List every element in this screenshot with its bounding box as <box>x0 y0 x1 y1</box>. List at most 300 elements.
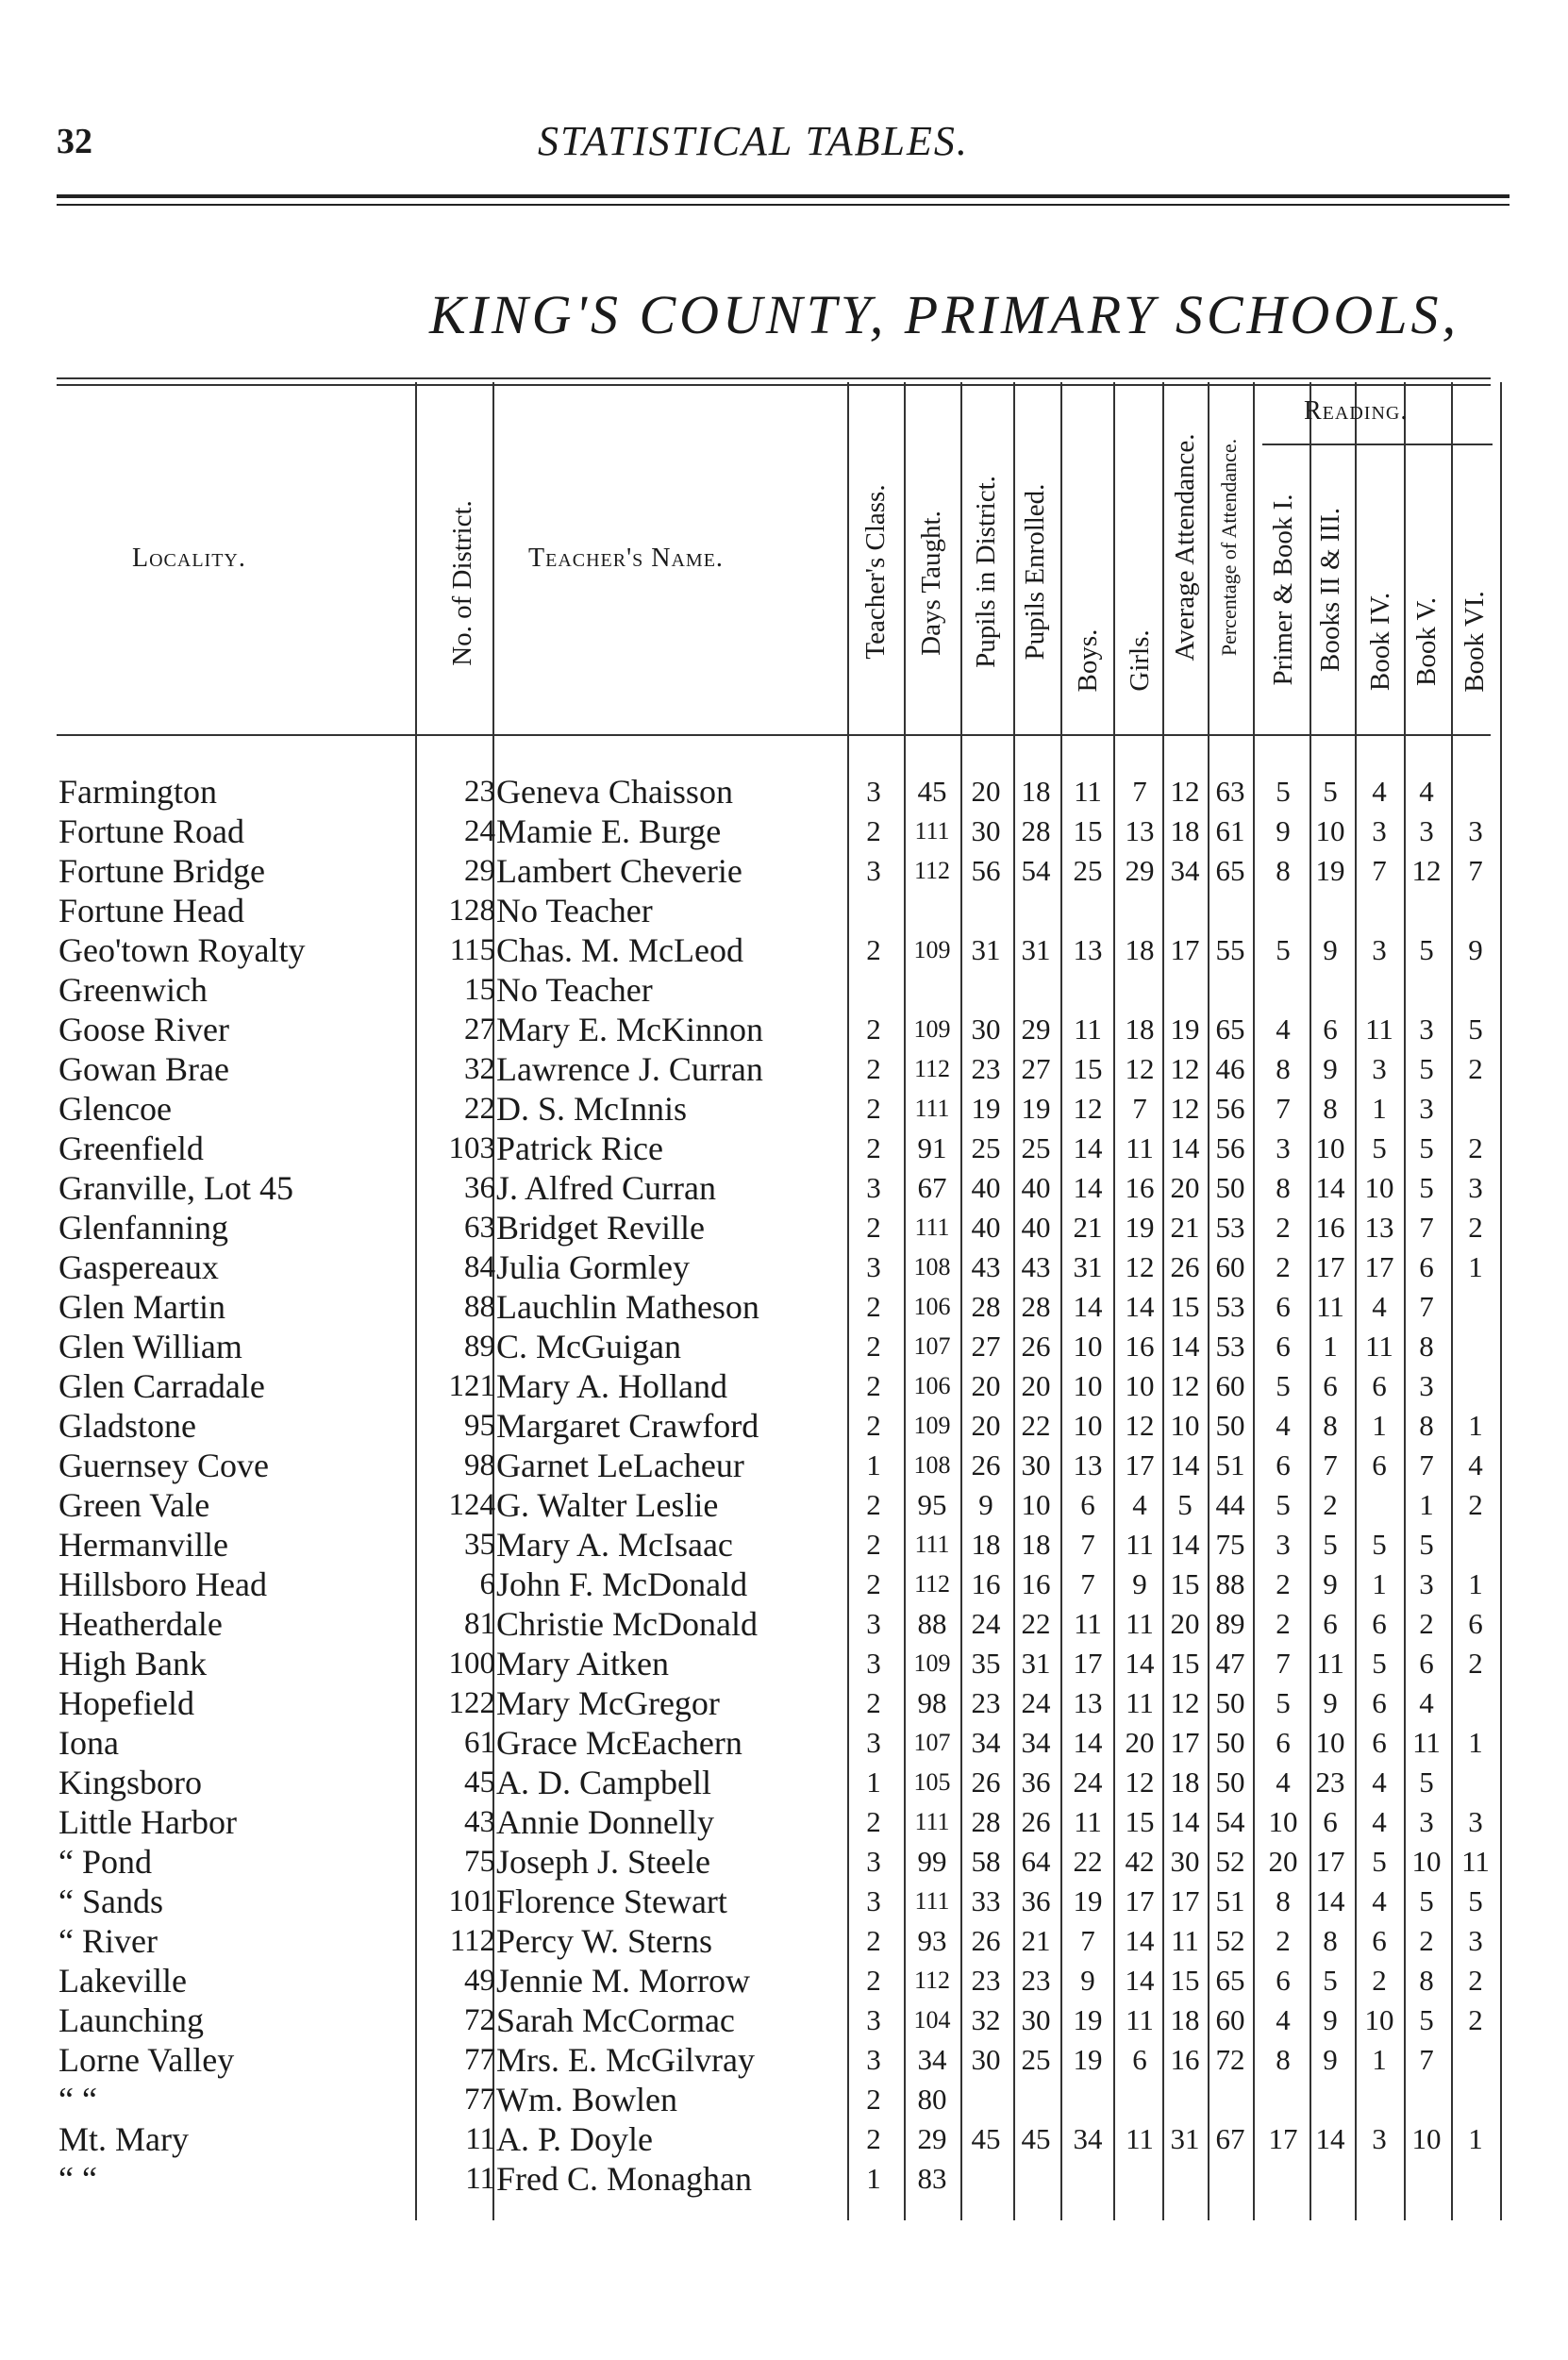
boys-cell: 19 <box>1073 2043 1103 2076</box>
avg-cell: 14 <box>1170 1528 1200 1561</box>
days-cell: 111 <box>914 817 950 845</box>
b5-cell: 3 <box>1419 1567 1434 1600</box>
enr-cell: 21 <box>1021 1924 1051 1957</box>
b6-cell: 11 <box>1461 1845 1490 1878</box>
avg-cell: 5 <box>1177 1488 1193 1521</box>
table-row <box>0 1327 1568 1366</box>
days-cell: 108 <box>913 1253 951 1280</box>
table-row <box>0 2119 1568 2159</box>
b4-cell: 7 <box>1372 854 1387 887</box>
b1-cell: 2 <box>1276 1250 1291 1283</box>
dist-cell: 9 <box>978 1488 993 1521</box>
b1-cell: 6 <box>1276 1726 1291 1759</box>
locality-cell: Mt. Mary <box>58 2120 189 2158</box>
girls-cell: 12 <box>1125 1052 1155 1085</box>
days-cell: 95 <box>917 1488 947 1521</box>
boys-cell: 19 <box>1073 1884 1103 1917</box>
pct-cell: 50 <box>1215 1766 1245 1799</box>
days-cell: 112 <box>913 1055 951 1082</box>
enr-cell: 36 <box>1021 1766 1051 1799</box>
teacher-name-cell: Margaret Crawford <box>496 1407 759 1445</box>
table-row <box>0 1366 1568 1406</box>
days-cell: 105 <box>913 1768 951 1796</box>
dist-cell: 24 <box>971 1607 1001 1640</box>
locality-cell: Glen Martin <box>58 1288 225 1326</box>
dist-cell: 18 <box>971 1528 1001 1561</box>
pct-cell: 53 <box>1215 1330 1245 1363</box>
girls-cell: 18 <box>1125 1013 1155 1046</box>
enr-cell: 24 <box>1021 1686 1051 1719</box>
teacher-name-cell: Mary E. McKinnon <box>496 1011 763 1048</box>
days-cell: 111 <box>914 1095 950 1122</box>
b4-cell: 6 <box>1372 1369 1387 1402</box>
b23-cell: 8 <box>1323 1092 1338 1125</box>
days-cell: 80 <box>917 2083 947 2116</box>
b6-cell: 1 <box>1468 1726 1483 1759</box>
cls-cell: 3 <box>866 2043 881 2076</box>
teacher-name-cell: Bridget Reville <box>496 1209 705 1247</box>
pct-cell: 52 <box>1215 1845 1245 1878</box>
b6-cell: 1 <box>1468 1567 1483 1600</box>
b4-cell: 11 <box>1365 1330 1393 1363</box>
dist-cell: 43 <box>971 1250 1001 1283</box>
b4-cell: 1 <box>1372 1567 1387 1600</box>
district-no-cell: 11 <box>465 2162 495 2196</box>
avg-cell: 20 <box>1170 1607 1200 1640</box>
cls-cell: 3 <box>866 1250 881 1283</box>
table-row <box>0 1683 1568 1723</box>
b1-cell: 7 <box>1276 1092 1291 1125</box>
avg-cell: 15 <box>1170 1964 1200 1997</box>
avg-cell: 20 <box>1170 1171 1200 1204</box>
teacher-name-cell: Lambert Cheverie <box>496 852 742 890</box>
cls-cell: 2 <box>866 1567 881 1600</box>
pct-cell: 56 <box>1215 1131 1245 1164</box>
locality-cell: Fortune Bridge <box>58 852 265 890</box>
b4-cell: 13 <box>1364 1211 1394 1244</box>
girls-cell: 7 <box>1132 1092 1147 1125</box>
district-no-cell: 22 <box>464 1092 495 1126</box>
boys-cell: 21 <box>1073 1211 1103 1244</box>
b23-cell: 19 <box>1315 854 1345 887</box>
b4-cell: 1 <box>1372 1092 1387 1125</box>
locality-cell: Glen Carradale <box>58 1367 265 1405</box>
boys-cell: 7 <box>1080 1924 1095 1957</box>
girls-cell: 14 <box>1125 1924 1155 1957</box>
teacher-name-cell: Mrs. E. McGilvray <box>496 2041 755 2079</box>
pct-cell: 88 <box>1215 1567 1245 1600</box>
boys-cell: 24 <box>1073 1766 1103 1799</box>
teacher-name-cell: Fred C. Monaghan <box>496 2160 752 2198</box>
boys-cell: 7 <box>1080 1528 1095 1561</box>
b6-cell: 2 <box>1468 1131 1483 1164</box>
locality-cell: Goose River <box>58 1011 229 1048</box>
b5-cell: 3 <box>1419 1013 1434 1046</box>
page-number: 32 <box>57 122 92 161</box>
avg-cell: 15 <box>1170 1290 1200 1323</box>
district-no-cell: 115 <box>449 933 495 967</box>
days-cell: 112 <box>913 857 951 884</box>
days-cell: 111 <box>914 1808 950 1835</box>
teacher-name-cell: D. S. McInnis <box>496 1090 688 1128</box>
avg-cell: 12 <box>1170 1369 1200 1402</box>
b23-cell: 10 <box>1315 1131 1345 1164</box>
district-no-cell: 81 <box>464 1607 495 1641</box>
locality-cell: Geo'town Royalty <box>58 931 306 969</box>
district-no-cell: 43 <box>464 1805 495 1839</box>
cls-cell: 3 <box>866 1607 881 1640</box>
teacher-name-cell: Wm. Bowlen <box>496 2081 677 2118</box>
locality-cell: “ River <box>58 1922 158 1960</box>
girls-cell: 14 <box>1125 1964 1155 1997</box>
days-cell: 99 <box>917 1845 947 1878</box>
cls-cell: 2 <box>866 1290 881 1323</box>
boys-cell: 10 <box>1073 1409 1103 1442</box>
b4-cell: 5 <box>1372 1647 1387 1680</box>
pct-cell: 65 <box>1215 1964 1245 1997</box>
locality-cell: Granville, Lot 45 <box>58 1169 293 1207</box>
b23-cell: 9 <box>1323 2003 1338 2036</box>
teacher-name-cell: Garnet LeLacheur <box>496 1447 744 1484</box>
dist-cell: 20 <box>971 775 1001 808</box>
b6-cell: 4 <box>1468 1448 1483 1481</box>
enr-cell: 31 <box>1021 933 1051 966</box>
b1-cell: 2 <box>1276 1211 1291 1244</box>
enr-cell: 18 <box>1021 775 1051 808</box>
district-no-cell: 128 <box>448 894 495 928</box>
pct-cell: 52 <box>1215 1924 1245 1957</box>
avg-cell: 14 <box>1170 1448 1200 1481</box>
days-cell: 106 <box>913 1372 951 1399</box>
col-header-days-taught: Days Taught. <box>916 510 946 656</box>
cls-cell: 2 <box>866 1686 881 1719</box>
b23-cell: 10 <box>1315 814 1345 847</box>
b5-cell: 3 <box>1419 1805 1434 1838</box>
cls-cell: 3 <box>866 1647 881 1680</box>
avg-cell: 14 <box>1170 1330 1200 1363</box>
teacher-name-cell: Sarah McCormac <box>496 2001 735 2039</box>
b23-cell: 9 <box>1323 1686 1338 1719</box>
avg-cell: 17 <box>1170 1726 1200 1759</box>
table-row <box>0 1802 1568 1842</box>
b4-cell: 6 <box>1372 1686 1387 1719</box>
b5-cell: 3 <box>1419 1369 1434 1402</box>
b23-cell: 14 <box>1315 2122 1345 2155</box>
locality-cell: Launching <box>58 2001 204 2039</box>
col-header-books-2-3: Books II & III. <box>1315 508 1345 672</box>
avg-cell: 34 <box>1170 854 1200 887</box>
locality-cell: “ Sands <box>58 1883 163 1920</box>
b1-cell: 2 <box>1276 1924 1291 1957</box>
cls-cell: 2 <box>866 1528 881 1561</box>
pct-cell: 50 <box>1215 1171 1245 1204</box>
district-no-cell: 77 <box>464 2043 495 2077</box>
cls-cell: 2 <box>866 1924 881 1957</box>
table-body <box>0 772 1568 2199</box>
b6-cell: 2 <box>1468 1964 1483 1997</box>
table-row <box>0 1129 1568 1168</box>
table-row <box>0 1921 1568 1961</box>
b6-cell: 2 <box>1468 1052 1483 1085</box>
b5-cell: 3 <box>1419 1092 1434 1125</box>
district-no-cell: 61 <box>464 1726 495 1760</box>
b6-cell: 3 <box>1468 1171 1483 1204</box>
pct-cell: 72 <box>1215 2043 1245 2076</box>
b5-cell: 5 <box>1419 2003 1434 2036</box>
enr-cell: 40 <box>1021 1171 1051 1204</box>
boys-cell: 13 <box>1073 1686 1103 1719</box>
district-no-cell: 6 <box>479 1567 495 1601</box>
table-row <box>0 1010 1568 1049</box>
dist-cell: 28 <box>971 1805 1001 1838</box>
table-row <box>0 1287 1568 1327</box>
cls-cell: 2 <box>866 1092 881 1125</box>
enr-cell: 26 <box>1021 1805 1051 1838</box>
b5-cell: 5 <box>1419 1528 1434 1561</box>
b23-cell: 5 <box>1323 1528 1338 1561</box>
boys-cell: 14 <box>1073 1131 1103 1164</box>
table-row <box>0 970 1568 1010</box>
cls-cell: 2 <box>866 814 881 847</box>
dist-cell: 26 <box>971 1766 1001 1799</box>
locality-cell: High Bank <box>58 1645 207 1682</box>
enr-cell: 26 <box>1021 1330 1051 1363</box>
days-cell: 111 <box>914 1213 950 1241</box>
b23-cell: 2 <box>1323 1488 1338 1521</box>
b4-cell: 5 <box>1372 1845 1387 1878</box>
dist-cell: 26 <box>971 1924 1001 1957</box>
boys-cell: 13 <box>1073 1448 1103 1481</box>
locality-cell: Greenfield <box>58 1130 204 1167</box>
district-no-cell: 11 <box>465 2122 495 2156</box>
b4-cell: 6 <box>1372 1726 1387 1759</box>
b6-cell: 3 <box>1468 1805 1483 1838</box>
table-row <box>0 1525 1568 1565</box>
col-header-primer-book1: Primer & Book I. <box>1268 494 1298 686</box>
b4-cell: 4 <box>1372 1805 1387 1838</box>
b1-cell: 6 <box>1276 1290 1291 1323</box>
cls-cell: 2 <box>866 1409 881 1442</box>
table-row <box>0 812 1568 851</box>
enr-cell: 43 <box>1021 1250 1051 1283</box>
avg-cell: 12 <box>1170 1686 1200 1719</box>
b5-cell: 10 <box>1411 2122 1442 2155</box>
girls-cell: 7 <box>1132 775 1147 808</box>
district-no-cell: 63 <box>464 1211 495 1245</box>
pct-cell: 55 <box>1215 933 1245 966</box>
boys-cell: 11 <box>1074 1805 1102 1838</box>
teacher-name-cell: Lawrence J. Curran <box>496 1050 763 1088</box>
teacher-name-cell: Lauchlin Matheson <box>496 1288 759 1326</box>
b5-cell: 8 <box>1419 1409 1434 1442</box>
b4-cell: 4 <box>1372 1766 1387 1799</box>
girls-cell: 11 <box>1126 1686 1154 1719</box>
enr-cell: 29 <box>1021 1013 1051 1046</box>
girls-cell: 12 <box>1125 1250 1155 1283</box>
b4-cell: 3 <box>1372 2122 1387 2155</box>
b23-cell: 8 <box>1323 1924 1338 1957</box>
boys-cell: 13 <box>1073 933 1103 966</box>
days-cell: 45 <box>917 775 947 808</box>
girls-cell: 19 <box>1125 1211 1155 1244</box>
table-row <box>0 1049 1568 1089</box>
b6-cell: 5 <box>1468 1013 1483 1046</box>
days-cell: 88 <box>917 1607 947 1640</box>
b5-cell: 2 <box>1419 1924 1434 1957</box>
locality-cell: Fortune Head <box>58 892 244 929</box>
enr-cell: 36 <box>1021 1884 1051 1917</box>
district-no-cell: 72 <box>464 2003 495 2037</box>
girls-cell: 20 <box>1125 1726 1155 1759</box>
avg-cell: 17 <box>1170 1884 1200 1917</box>
cls-cell: 2 <box>866 2122 881 2155</box>
b6-cell: 3 <box>1468 1924 1483 1957</box>
dist-cell: 35 <box>971 1647 1001 1680</box>
locality-cell: Gladstone <box>58 1407 196 1445</box>
dist-cell: 56 <box>971 854 1001 887</box>
girls-cell: 11 <box>1126 1131 1154 1164</box>
girls-cell: 14 <box>1125 1290 1155 1323</box>
girls-cell: 11 <box>1126 1607 1154 1640</box>
avg-cell: 15 <box>1170 1647 1200 1680</box>
boys-cell: 15 <box>1073 814 1103 847</box>
b4-cell: 10 <box>1364 1171 1394 1204</box>
teacher-name-cell: Grace McEachern <box>496 1724 742 1762</box>
pct-cell: 61 <box>1215 814 1245 847</box>
days-cell: 93 <box>917 1924 947 1957</box>
cls-cell: 1 <box>866 1766 881 1799</box>
days-cell: 109 <box>913 936 951 963</box>
table-row <box>0 891 1568 930</box>
locality-cell: Little Harbor <box>58 1803 237 1841</box>
table-row <box>0 2159 1568 2199</box>
b5-cell: 4 <box>1419 1686 1434 1719</box>
b23-cell: 10 <box>1315 1726 1345 1759</box>
b6-cell: 2 <box>1468 1488 1483 1521</box>
b4-cell: 1 <box>1372 2043 1387 2076</box>
col-header-pupils-district: Pupils in District. <box>971 476 1001 668</box>
b5-cell: 7 <box>1419 1448 1434 1481</box>
boys-cell: 34 <box>1073 2122 1103 2155</box>
district-no-cell: 124 <box>448 1488 495 1522</box>
district-no-cell: 45 <box>464 1766 495 1799</box>
days-cell: 67 <box>917 1171 947 1204</box>
dist-cell: 25 <box>971 1131 1001 1164</box>
girls-cell: 10 <box>1125 1369 1155 1402</box>
pct-cell: 60 <box>1215 1369 1245 1402</box>
table-row <box>0 1247 1568 1287</box>
avg-cell: 10 <box>1170 1409 1200 1442</box>
teacher-name-cell: Mary McGregor <box>496 1684 720 1722</box>
enr-cell: 27 <box>1021 1052 1051 1085</box>
b1-cell: 20 <box>1268 1845 1298 1878</box>
col-header-teacher-name: Teacher's Name. <box>528 544 724 573</box>
cls-cell: 2 <box>866 1013 881 1046</box>
girls-cell: 12 <box>1125 1766 1155 1799</box>
cls-cell: 2 <box>866 1964 881 1997</box>
b23-cell: 9 <box>1323 2043 1338 2076</box>
b5-cell: 12 <box>1411 854 1442 887</box>
b1-cell: 5 <box>1276 1686 1291 1719</box>
b5-cell: 5 <box>1419 933 1434 966</box>
cls-cell: 2 <box>866 1369 881 1402</box>
b4-cell: 6 <box>1372 1607 1387 1640</box>
b1-cell: 17 <box>1268 2122 1298 2155</box>
boys-cell: 14 <box>1073 1726 1103 1759</box>
district-no-cell: 88 <box>464 1290 495 1324</box>
b23-cell: 14 <box>1315 1171 1345 1204</box>
enr-cell: 31 <box>1021 1647 1051 1680</box>
b1-cell: 4 <box>1276 2003 1291 2036</box>
girls-cell: 13 <box>1125 814 1155 847</box>
teacher-name-cell: Percy W. Sterns <box>496 1922 712 1960</box>
pct-cell: 51 <box>1215 1884 1245 1917</box>
b23-cell: 8 <box>1323 1409 1338 1442</box>
b23-cell: 11 <box>1316 1290 1344 1323</box>
enr-cell: 19 <box>1021 1092 1051 1125</box>
locality-cell: Lorne Valley <box>58 2041 235 2079</box>
district-no-cell: 36 <box>464 1171 495 1205</box>
running-title: STATISTICAL TABLES. <box>538 118 969 164</box>
girls-cell: 14 <box>1125 1647 1155 1680</box>
dist-cell: 28 <box>971 1290 1001 1323</box>
b1-cell: 4 <box>1276 1766 1291 1799</box>
b5-cell: 5 <box>1419 1131 1434 1164</box>
pct-cell: 65 <box>1215 1013 1245 1046</box>
b1-cell: 6 <box>1276 1330 1291 1363</box>
table-row <box>0 1882 1568 1921</box>
col-header-locality: Locality. <box>132 544 246 573</box>
dist-cell: 31 <box>971 933 1001 966</box>
b4-cell: 3 <box>1372 933 1387 966</box>
col-header-book4: Book IV. <box>1365 592 1395 692</box>
avg-cell: 15 <box>1170 1567 1200 1600</box>
days-cell: 106 <box>913 1293 951 1320</box>
teacher-name-cell: Joseph J. Steele <box>496 1843 710 1881</box>
district-no-cell: 24 <box>464 814 495 848</box>
dist-cell: 23 <box>971 1686 1001 1719</box>
teacher-name-cell: Christie McDonald <box>496 1605 758 1643</box>
b6-cell: 1 <box>1468 2122 1483 2155</box>
district-no-cell: 35 <box>464 1528 495 1562</box>
girls-cell: 6 <box>1132 2043 1147 2076</box>
enr-cell: 22 <box>1021 1409 1051 1442</box>
teacher-name-cell: John F. McDonald <box>496 1565 748 1603</box>
district-no-cell: 101 <box>448 1884 495 1918</box>
cls-cell: 1 <box>866 2162 881 2195</box>
col-header-teacher-class: Teacher's Class. <box>860 484 891 660</box>
pct-cell: 89 <box>1215 1607 1245 1640</box>
avg-cell: 17 <box>1170 933 1200 966</box>
district-no-cell: 122 <box>448 1686 495 1720</box>
girls-cell: 15 <box>1125 1805 1155 1838</box>
teacher-name-cell: J. Alfred Curran <box>496 1169 716 1207</box>
district-no-cell: 112 <box>449 1924 495 1958</box>
dist-cell: 20 <box>971 1369 1001 1402</box>
b1-cell: 5 <box>1276 1488 1291 1521</box>
enr-cell: 18 <box>1021 1528 1051 1561</box>
avg-cell: 16 <box>1170 2043 1200 2076</box>
district-no-cell: 49 <box>464 1964 495 1998</box>
locality-cell: Green Vale <box>58 1486 210 1524</box>
days-cell: 98 <box>917 1686 947 1719</box>
cls-cell: 1 <box>866 1448 881 1481</box>
table-row <box>0 2080 1568 2119</box>
b5-cell: 7 <box>1419 2043 1434 2076</box>
table-row <box>0 772 1568 812</box>
district-no-cell: 27 <box>464 1013 495 1046</box>
cls-cell: 2 <box>866 1131 881 1164</box>
